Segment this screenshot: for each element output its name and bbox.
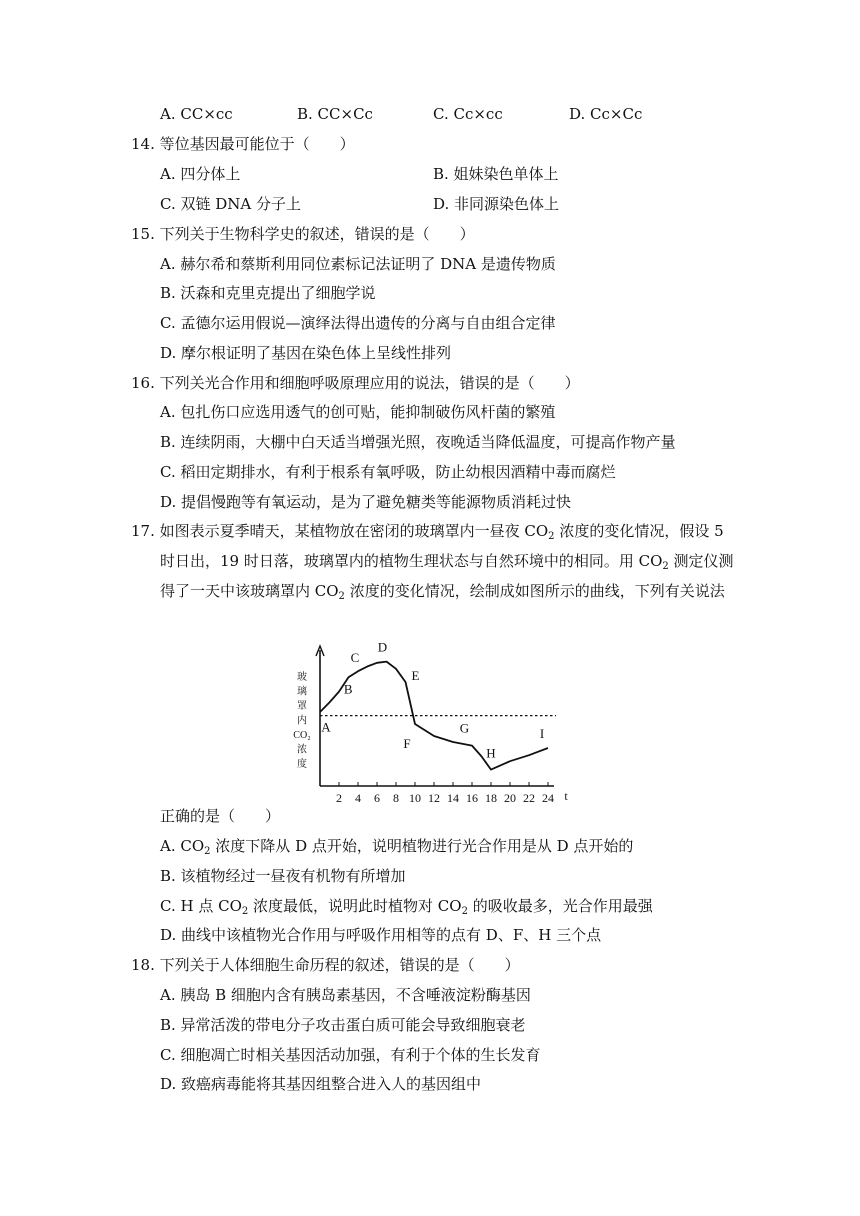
q13-option-c: C. Cc×cc xyxy=(433,105,503,123)
q13-option-b: B. CC×Cc xyxy=(297,105,373,123)
q13-option-a: A. CC×cc xyxy=(160,105,233,123)
x-tick-label: 16 xyxy=(466,791,478,805)
q13-options xyxy=(0,104,860,124)
y-axis-label-char: 玻 xyxy=(297,672,307,683)
q15-option-b: B. 沃森和克里克提出了细胞学说 xyxy=(160,284,376,302)
q18-option-a: A. 胰岛 B 细胞内含有胰岛素基因，不含唾液淀粉酶基因 xyxy=(160,986,531,1004)
q17-option-d: D. 曲线中该植物光合作用与呼吸作用相等的点有 D、F、H 三个点 xyxy=(160,926,602,944)
x-tick-label: 4 xyxy=(355,791,361,805)
co2-concentration-chart xyxy=(286,636,586,812)
q13-option-d: D. Cc×Cc xyxy=(569,105,643,123)
q15-option-d: D. 摩尔根证明了基因在染色体上呈线性排列 xyxy=(160,344,452,362)
q17-stem-line2: 时日出，19 时日落，玻璃罩内的植物生理状态与自然环境中的相同。用 $CO_2$ 测定仪测 xyxy=(160,552,734,572)
q16-option-c: C. 稻田定期排水，有利于根系有氧呼吸，防止幼根因酒精中毒而腐烂 xyxy=(160,463,616,481)
q16-option-a: A. 包扎伤口应选用透气的创可贴，能抑制破伤风杆菌的繁殖 xyxy=(160,403,556,421)
x-tick-label: 10 xyxy=(409,791,421,805)
q14-stem: 14. 等位基因最可能位于（ ） xyxy=(131,135,355,153)
q14-option-c: C. 双链 DNA 分子上 xyxy=(160,195,301,213)
co2-curve xyxy=(320,662,548,770)
y-axis-label-char: 浓 xyxy=(297,744,307,756)
q18-option-c: C. 细胞凋亡时相关基因活动加强，有利于个体的生长发育 xyxy=(160,1046,541,1064)
q18-stem: 18. 下列关于人体细胞生命历程的叙述，错误的是（ ） xyxy=(131,956,520,974)
y-axis-label-char: 内 xyxy=(297,715,307,727)
q17-stem-line3: 得了一天中该玻璃罩内 $CO_2$ 浓度的变化情况，绘制成如图所示的曲线，下列有关说法 xyxy=(160,582,725,602)
q17-stem-line1: 17. 如图表示夏季晴天，某植物放在密闭的玻璃罩内一昼夜 $CO_2$ 浓度的变化情况，假设 5 xyxy=(131,522,724,542)
q18-option-d: D. 致癌病毒能将其基因组整合进入人的基因组中 xyxy=(160,1075,482,1093)
q18-option-b: B. 异常活泼的带电分子攻击蛋白质可能会导致细胞衰老 xyxy=(160,1016,526,1034)
point-label-c: C xyxy=(350,650,360,666)
point-label-b: B xyxy=(343,681,353,697)
y-axis-label-char: CO₂ xyxy=(293,730,311,741)
q16-stem: 16. 下列关光合作用和细胞呼吸原理应用的说法，错误的是（ ） xyxy=(131,374,580,392)
q16-option-d: D. 提倡慢跑等有氧运动，是为了避免糖类等能源物质消耗过快 xyxy=(160,493,572,511)
x-tick-label: 18 xyxy=(485,791,497,805)
q17-option-b: B. 该植物经过一昼夜有机物有所增加 xyxy=(160,867,406,885)
q15-stem: 15. 下列关于生物科学史的叙述，错误的是（ ） xyxy=(131,225,475,243)
x-axis-label: t xyxy=(564,789,568,803)
point-label-h: H xyxy=(486,745,496,761)
q17-option-a: A. $CO_2$ 浓度下降从 D 点开始，说明植物进行光合作用是从 D 点开始的 xyxy=(160,837,634,857)
x-tick-label: 8 xyxy=(393,791,399,805)
q16-option-b: B. 连续阴雨，大棚中白天适当增强光照，夜晚适当降低温度，可提高作物产量 xyxy=(160,433,676,451)
point-label-g: G xyxy=(459,720,470,736)
y-axis-label-char: 度 xyxy=(297,759,307,770)
q15-option-c: C. 孟德尔运用假说—演绎法得出遗传的分离与自由组合定律 xyxy=(160,314,556,332)
x-tick-label: 12 xyxy=(428,791,440,805)
q14-option-b: B. 姐妹染色单体上 xyxy=(433,165,559,183)
q17-option-c: C. H 点 $CO_2$ 浓度最低，说明此时植物对 $CO_2$ 的吸收最多，光合作用最强 xyxy=(160,897,653,917)
q14-option-d: D. 非同源染色体上 xyxy=(433,195,560,213)
point-label-e: E xyxy=(411,668,420,683)
point-label-d: D xyxy=(377,639,388,655)
point-label-a: A xyxy=(321,719,331,735)
x-tick-label: 14 xyxy=(447,791,459,805)
x-tick-label: 6 xyxy=(374,791,380,805)
co2-curve-figure xyxy=(286,636,586,812)
y-axis-label-char: 璃 xyxy=(297,686,307,698)
point-label-i: I xyxy=(539,726,545,741)
y-axis-label-char: 罩 xyxy=(297,701,307,712)
point-label-f: F xyxy=(403,736,411,751)
x-tick-label: 22 xyxy=(523,791,535,805)
q15-option-a: A. 赫尔希和蔡斯利用同位素标记法证明了 DNA 是遗传物质 xyxy=(160,255,556,273)
x-tick-label: 24 xyxy=(542,791,554,805)
x-tick-label: 20 xyxy=(504,791,516,805)
q17-stem-line4: 正确的是（ ） xyxy=(160,807,281,825)
x-tick-label: 2 xyxy=(336,791,342,805)
q14-option-a: A. 四分体上 xyxy=(160,165,241,183)
